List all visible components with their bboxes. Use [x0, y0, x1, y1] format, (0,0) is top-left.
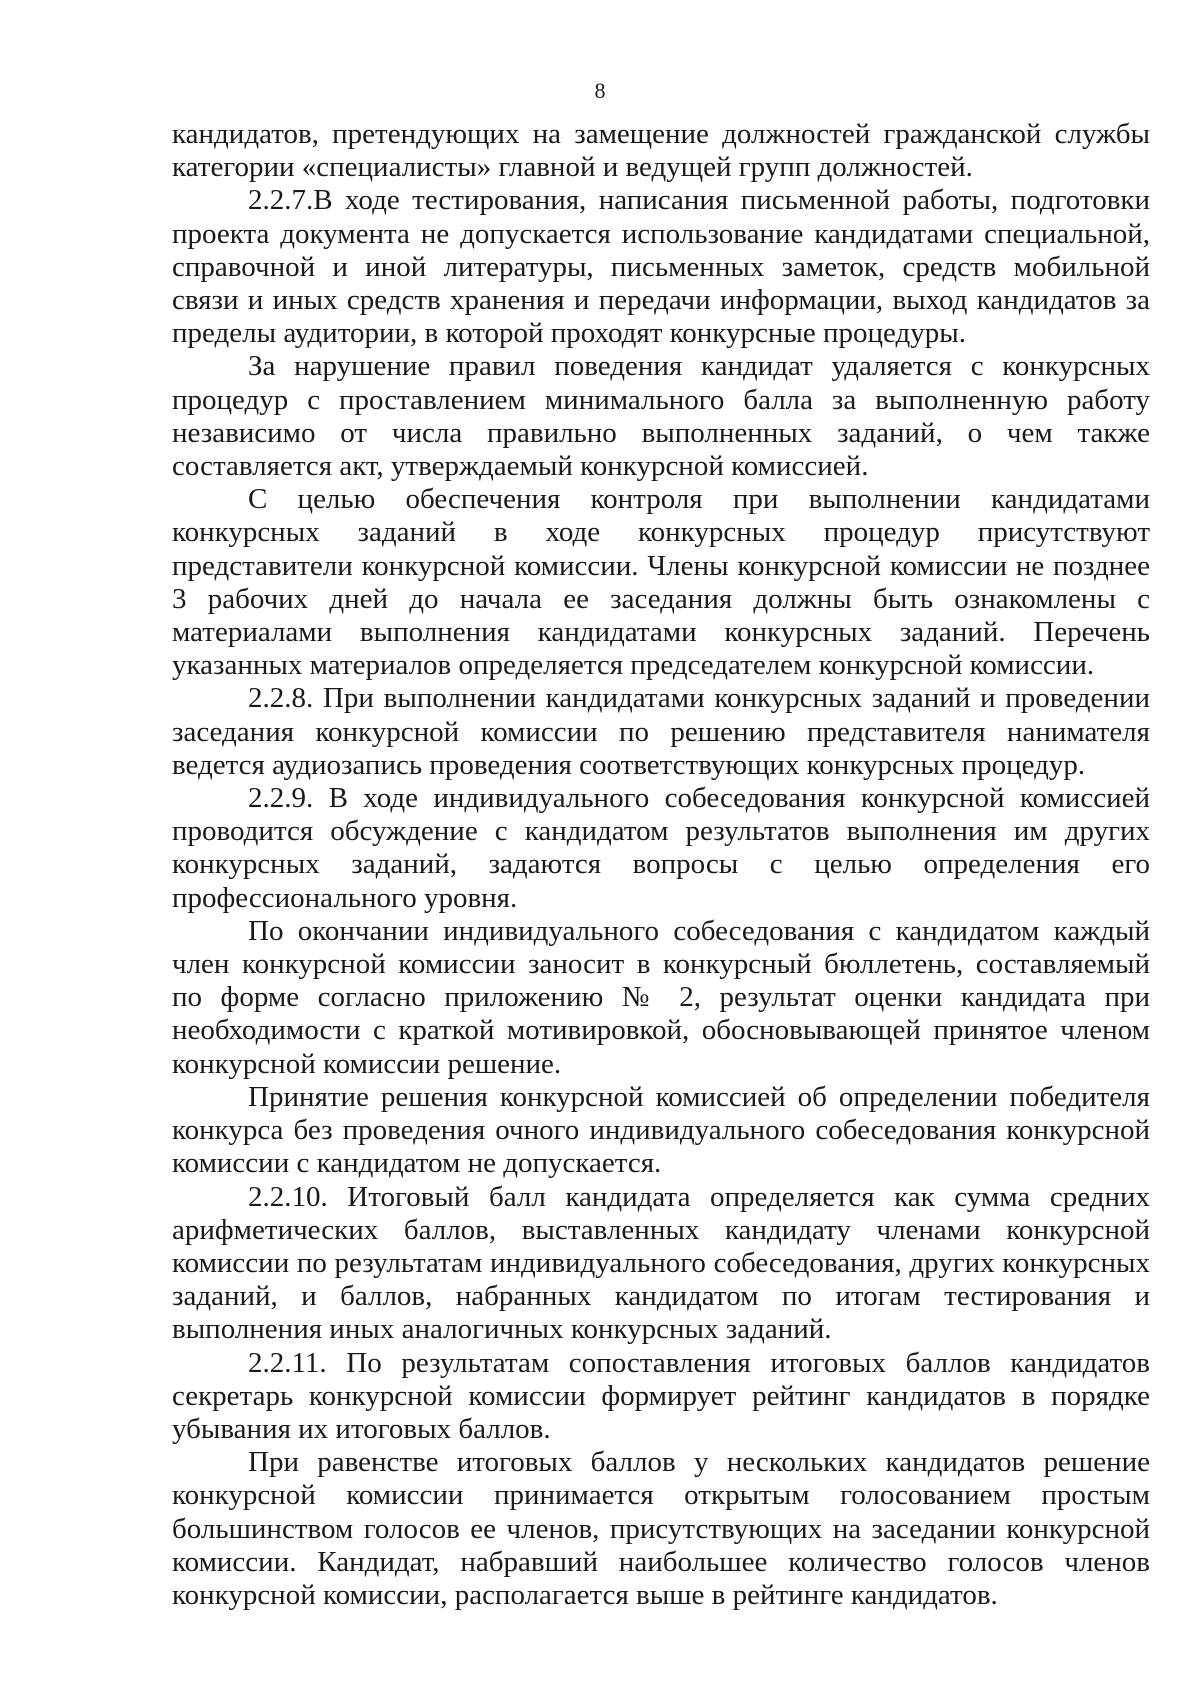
page-number: 8	[594, 78, 606, 103]
paragraph: 2.2.7.В ходе тестирования, написания письменной работы, подготовки проекта документа не допускается использование кандидатами специальной, справочной и иной литературы, письменных заметок, средств мобильной связи и иных средств хранения и передачи информации, выход кандидатов за пределы аудитории, в которой проходят конкурсные процедуры.	[172, 184, 1150, 350]
paragraph: С целью обеспечения контроля при выполнении кандидатами конкурсных заданий в ходе конкурсных процедур присутствуют представители конкурсной комиссии. Члены конкурсной комиссии не позднее 3 рабочих дней до начала ее заседания должны быть ознакомлены с материалами выполнения кандидатами конкурсных заданий. Перечень указанных материалов определяется председателем конкурсной комиссии.	[172, 483, 1150, 682]
paragraph: За нарушение правил поведения кандидат удаляется с конкурсных процедур с проставлением минимального балла за выполненную работу независимо от числа правильно выполненных заданий, о чем также составляется акт, утверждаемый конкурсной комиссией.	[172, 350, 1150, 483]
paragraph: 2.2.10. Итоговый балл кандидата определяется как сумма средних арифметических баллов, выставленных кандидату членами конкурсной комиссии по результатам индивидуального собеседования, других конкурсных заданий, и баллов, набранных кандидатом по итогам тестирования и выполнения иных аналогичных конкурсных заданий.	[172, 1180, 1150, 1346]
paragraph: Принятие решения конкурсной комиссией об определении победителя конкурса без проведения очного индивидуального собеседования конкурсной комиссии с кандидатом не допускается.	[172, 1080, 1150, 1180]
paragraph: кандидатов, претендующих на замещение должностей гражданской службы категории «специалисты» главной и ведущей групп должностей.	[172, 118, 1150, 184]
paragraph: 2.2.8. При выполнении кандидатами конкурсных заданий и проведении заседания конкурсной комиссии по решению представителя нанимателя ведется аудиозапись проведения соответствующих конкурсных процедур.	[172, 682, 1150, 781]
paragraph: При равенстве итоговых баллов у нескольких кандидатов решение конкурсной комиссии принимается открытым голосованием простым большинством голосов ее членов, присутствующих на заседании конкурсной комиссии. Кандидат, набравший наибольшее количество голосов членов конкурсной комиссии, располагается выше в рейтинге кандидатов.	[172, 1446, 1150, 1611]
paragraph: 2.2.11. По результатам сопоставления итоговых баллов кандидатов секретарь конкурсной комиссии формирует рейтинг кандидатов в порядке убывания их итоговых баллов.	[172, 1346, 1150, 1445]
paragraph: По окончании индивидуального собеседования с кандидатом каждый член конкурсной комиссии заносит в конкурсный бюллетень, составляемый по форме согласно приложению № 2, результат оценки кандидата при необходимости с краткой мотивировкой, обосновывающей принятое членом конкурсной комиссии решение.	[172, 914, 1150, 1080]
paragraph: 2.2.9. В ходе индивидуального собеседования конкурсной комиссией проводится обсуждение с кандидатом результатов выполнения им других конкурсных заданий, задаются вопросы с целью определения его профессионального уровня.	[172, 782, 1150, 914]
document-body	[172, 118, 1150, 1612]
